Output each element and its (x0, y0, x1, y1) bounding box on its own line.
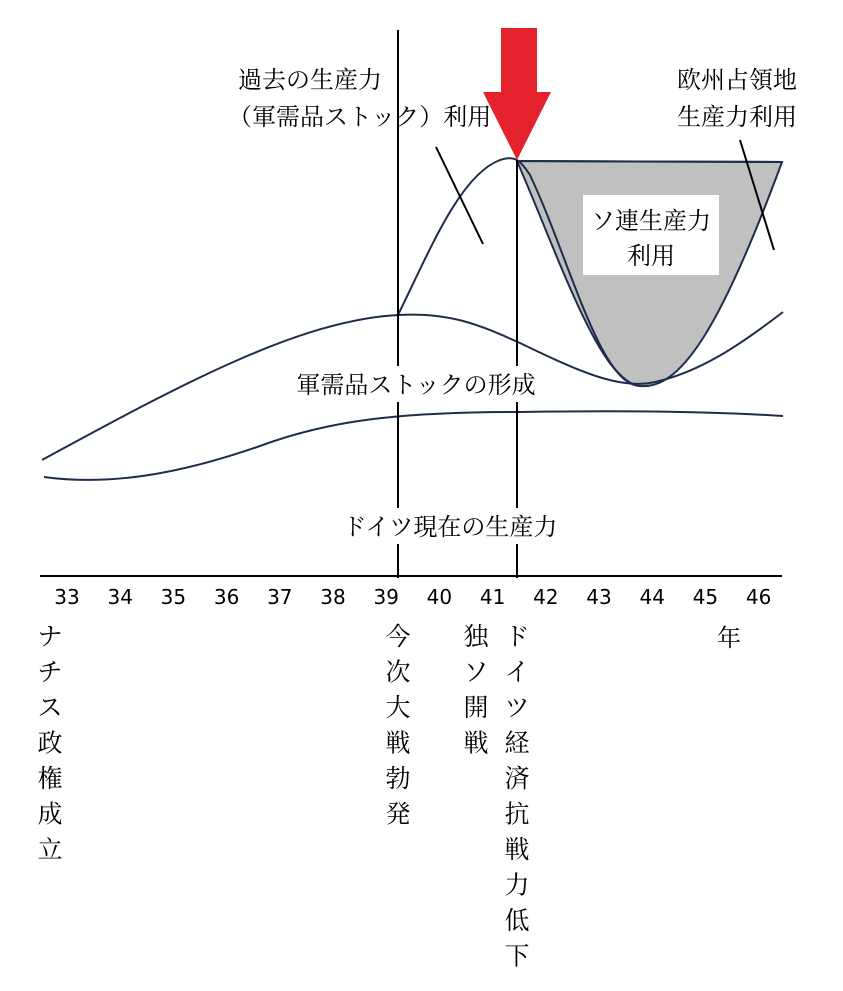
x-tick-label: 44 (639, 585, 665, 609)
past-production-label-line2: （軍需品ストック）利用 (228, 103, 492, 131)
event-label-char: ド (504, 622, 530, 651)
x-tick-label: 40 (426, 585, 453, 609)
event-label-char: 政 (37, 728, 63, 758)
event-german-soviet-war (463, 622, 489, 758)
europe-production-line (517, 161, 782, 162)
event-label-char: 下 (504, 941, 530, 971)
event-label-char: 今 (385, 622, 411, 651)
x-tick-label: 37 (267, 585, 293, 609)
x-tick-label: 38 (320, 585, 346, 609)
x-tick-label: 43 (586, 585, 612, 609)
past-production-label-line1: 過去の生産力 (238, 66, 382, 94)
x-tick-label: 42 (533, 585, 559, 609)
soviet-production-label-line1: ソ連生産力 (591, 207, 711, 235)
current-production-curve (44, 411, 783, 480)
event-label-char: 済 (504, 764, 530, 793)
red-down-arrow (483, 28, 551, 160)
x-tick-label: 46 (745, 585, 772, 609)
event-label-char: イ (504, 657, 530, 687)
event-label-char: 勃 (385, 764, 411, 793)
event-label-char: 開 (463, 693, 489, 722)
event-label-char: 抗 (504, 799, 530, 829)
event-label-char: 成 (37, 799, 63, 829)
event-label-char: 経 (504, 728, 530, 758)
event-label-char: ツ (504, 693, 530, 722)
europe-production-label-line2: 生産力利用 (677, 103, 797, 131)
event-label-char: ナ (37, 622, 63, 651)
event-label-char: 戦 (463, 728, 489, 758)
x-tick-label: 39 (373, 585, 399, 609)
current-production-label: ドイツ現在の生産力 (342, 513, 558, 541)
event-label-char: 立 (37, 835, 63, 864)
event-german-decline (504, 622, 529, 971)
x-tick-label: 36 (213, 585, 240, 609)
event-label-char: 独 (463, 622, 489, 651)
event-label-char: 低 (504, 906, 530, 935)
event-war-outbreak (385, 622, 410, 829)
x-axis-ticks (54, 585, 771, 609)
event-label-char: ソ (463, 657, 489, 687)
event-label-char: 大 (385, 693, 411, 722)
europe-production-label-line1: 欧州占領地 (677, 66, 797, 94)
event-label-char: 権 (37, 764, 63, 793)
x-tick-label: 45 (692, 585, 719, 609)
event-nazi-regime (37, 622, 62, 864)
event-label-char: 次 (385, 657, 411, 687)
event-label-char: 発 (385, 799, 411, 829)
soviet-production-label-line2: 利用 (627, 242, 675, 270)
x-tick-label: 34 (107, 585, 133, 609)
x-axis-unit: 年 (717, 624, 741, 652)
event-label-char: チ (37, 657, 63, 687)
event-label-char: 力 (504, 870, 530, 900)
event-label-char: 戦 (504, 835, 530, 864)
stock-formation-label: 軍需品ストックの形成 (296, 371, 536, 399)
x-tick-label: 41 (479, 585, 506, 609)
x-tick-label: 35 (160, 585, 187, 609)
past-production-leader (436, 147, 483, 244)
event-label-char: 戦 (385, 728, 411, 758)
event-label-char: ス (37, 693, 63, 722)
x-tick-label: 33 (54, 585, 80, 609)
